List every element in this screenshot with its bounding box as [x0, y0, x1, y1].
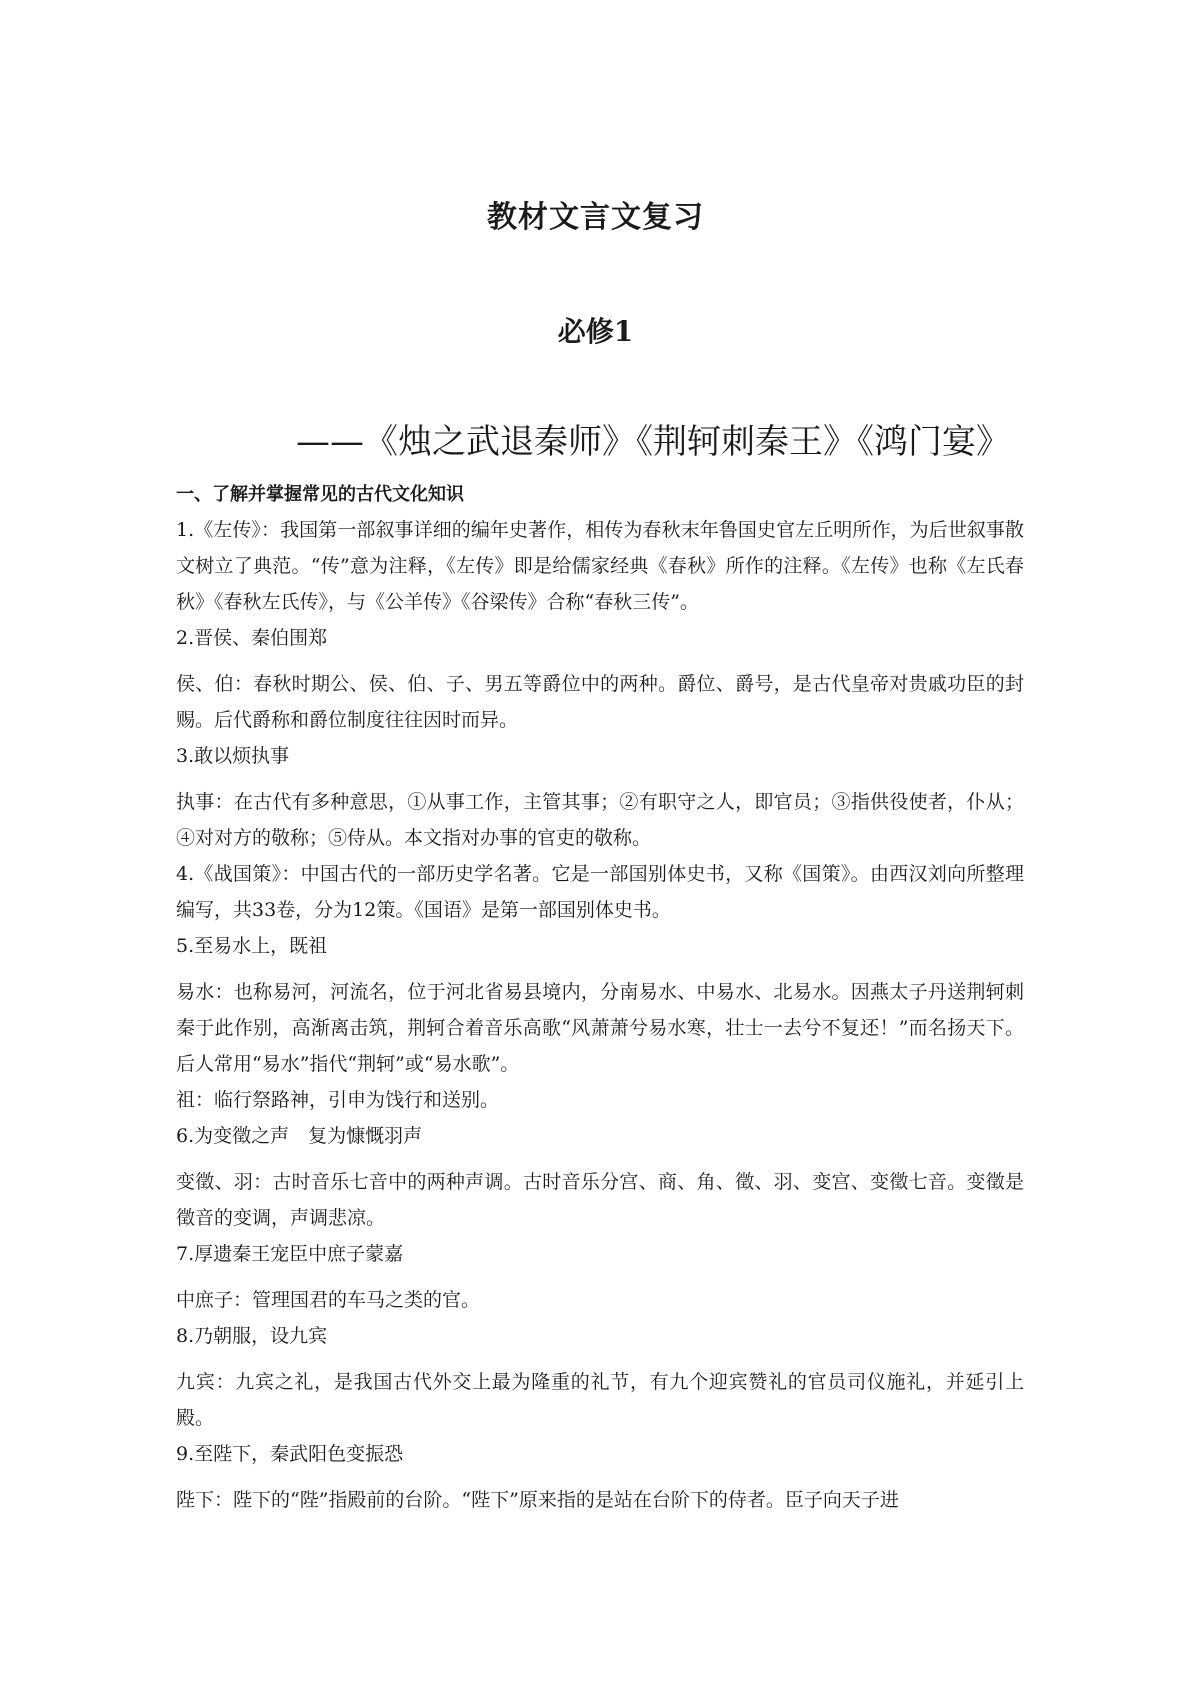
volume-heading	[0, 310, 1191, 350]
paragraph-zhishi: 执事：在古代有多种意思，①从事工作，主管其事；②有职守之人，即官员；③指供役使者，仆从；④对对方的敬称；⑤侍从。本文指对办事的官吏的敬称。	[176, 791, 1024, 849]
paragraph-houbo: 侯、伯：春秋时期公、侯、伯、子、男五等爵位中的两种。爵位、爵号，是古代皇帝对贵戚功臣的封赐。后代爵称和爵位制度往往因时而异。	[176, 673, 1024, 731]
item-heading-bixia: 9.至陛下，秦武阳色变振恐	[176, 1443, 404, 1465]
volume-number: 1	[613, 315, 634, 348]
paragraph-yishui: 易水：也称易河，河流名，位于河北省易县境内，分南易水、中易水、北易水。因燕太子丹送荆轲刺秦于此作别，高渐离击筑，荆轲合着音乐高歌“风萧萧兮易水寒，壮士一去兮不复还！”而名扬天下。后人常用“易水”指代“荆轲”或“易水歌”。	[176, 981, 1024, 1075]
item-heading-yishui: 5.至易水上，既祖	[176, 935, 328, 957]
paragraph-bixia: 陛下：陛下的“陛”指殿前的台阶。“陛下”原来指的是站在台阶下的侍者。臣子向天子进	[176, 1489, 899, 1511]
item-heading-zhongshuzi: 7.厚遗秦王宠臣中庶子蒙嘉	[176, 1243, 404, 1265]
paragraph-jiubin: 九宾：九宾之礼，是我国古代外交上最为隆重的礼节，有九个迎宾赞礼的官员司仪施礼，并延引上殿。	[176, 1371, 1024, 1429]
paragraph-zu: 祖：临行祭路神，引申为饯行和送别。	[176, 1089, 500, 1111]
document-title: 教材文言文复习	[487, 200, 704, 235]
item-heading-jiubin: 8.乃朝服，设九宾	[176, 1325, 328, 1347]
item-heading-zhishi: 3.敢以烦执事	[176, 745, 290, 767]
paragraph-zuozhuan: 1.《左传》：我国第一部叙事详细的编年史著作，相传为春秋末年鲁国史官左丘明所作，为后世叙事散文树立了典范。“传”意为注释，《左传》即是给儒家经典《春秋》所作的注释。《左传》也称《左氏春秋》《春秋左氏传》，与《公羊传》《谷梁传》合称“春秋三传”。	[176, 519, 1024, 613]
paragraph-bianzhi: 变徵、羽：古时音乐七音中的两种声调。古时音乐分宫、商、角、徵、羽、变宫、变徵七音。变徵是徵音的变调，声调悲凉。	[176, 1171, 1024, 1229]
section-heading: 一、了解并掌握常见的古代文化知识	[176, 484, 464, 505]
volume-prefix: 必修	[557, 315, 614, 348]
document-body	[176, 512, 1024, 1518]
item-heading-jinhou: 2.晋侯、秦伯围郑	[176, 627, 328, 649]
lesson-subtitle: ——《烛之武退秦师》《荆轲刺秦王》《鸿门宴》	[296, 422, 1010, 462]
paragraph-zhanguoce: 4.《战国策》：中国古代的一部历史学名著。它是一部国别体史书，又称《国策》。由西汉刘向所整理编写，共33卷，分为12策。《国语》是第一部国别体史书。	[176, 863, 1024, 921]
item-heading-bianzhi: 6.为变徵之声 复为慷慨羽声	[176, 1125, 423, 1147]
paragraph-zhongshuzi: 中庶子：管理国君的车马之类的官。	[176, 1289, 481, 1311]
